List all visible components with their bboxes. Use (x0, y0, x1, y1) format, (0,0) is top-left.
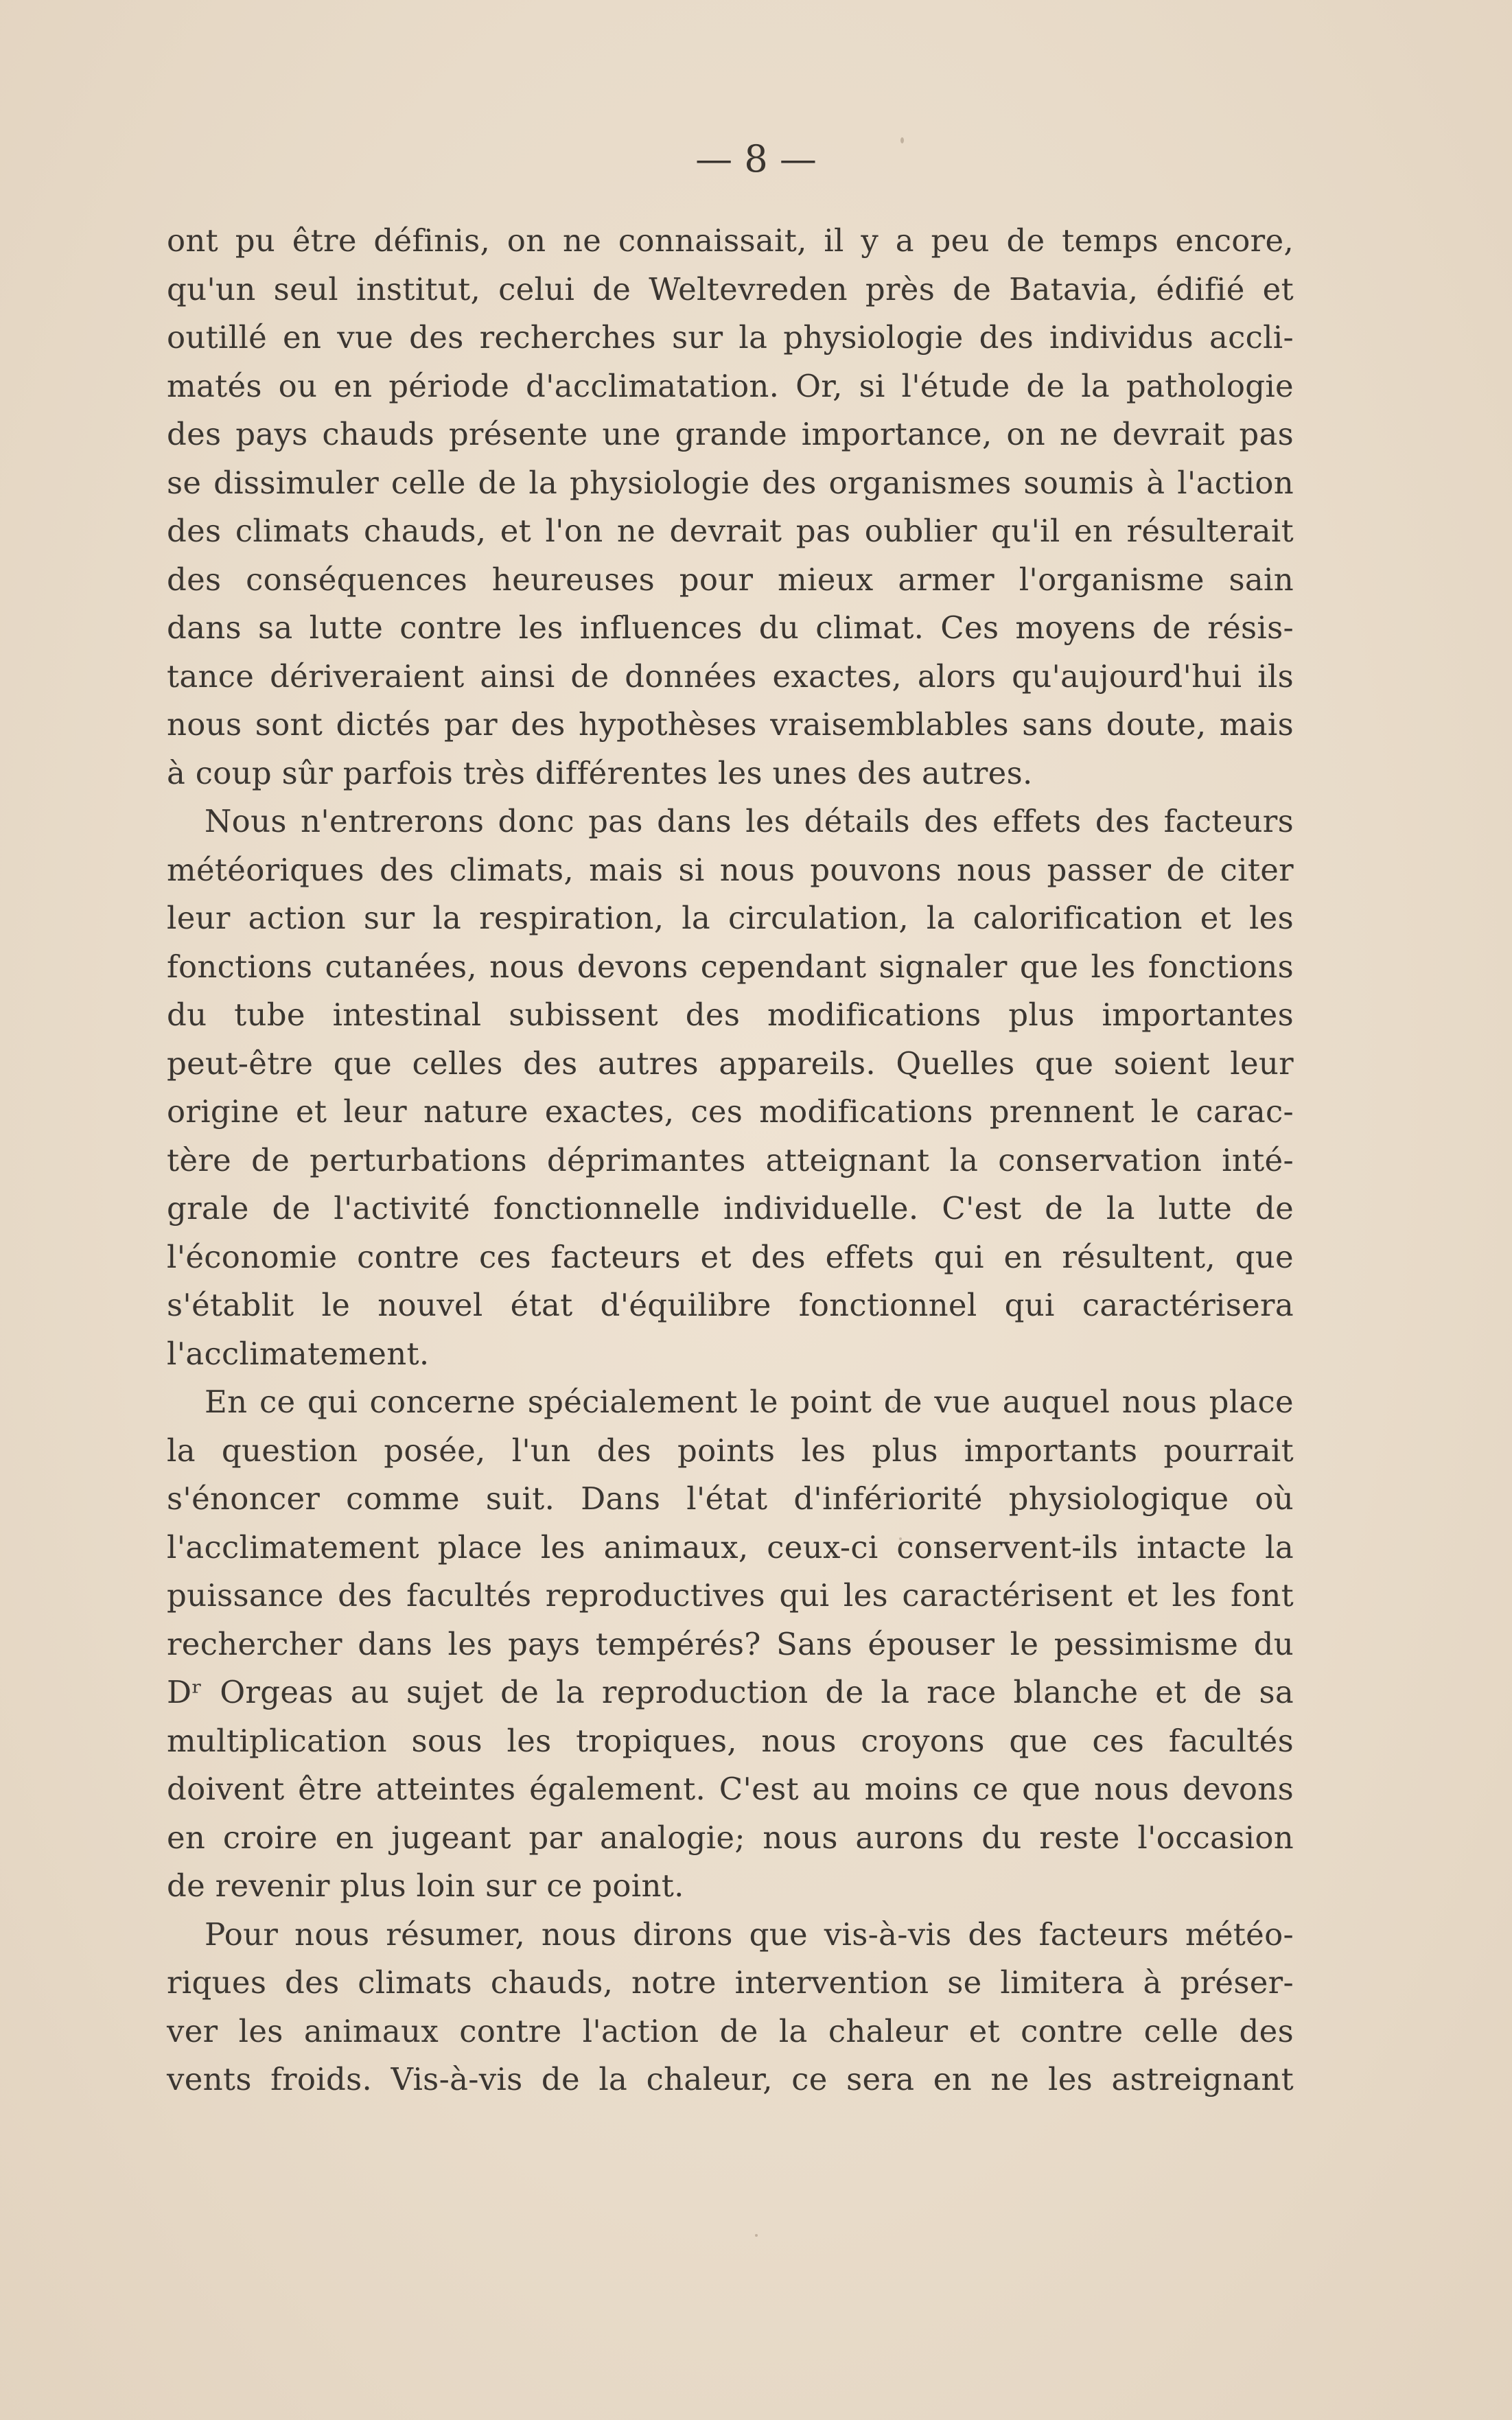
text-line: ont pu être définis, on ne connaissait, il y a peu de temps encore, (167, 222, 1294, 259)
text-line: météoriques des climats, mais si nous pouvons nous passer de citer (167, 851, 1294, 888)
paper-speck (755, 2234, 758, 2237)
text-line: des conséquences heureuses pour mieux armer l'organisme sain (167, 561, 1294, 598)
text-line: du tube intestinal subissent des modifications plus importantes (167, 997, 1294, 1033)
text-line: s'établit le nouvel état d'équilibre fonctionnel qui caractérisera (167, 1287, 1294, 1323)
text-line: nous sont dictés par des hypothèses vraisemblables sans doute, mais (167, 706, 1294, 743)
text-line: En ce qui concerne spécialement le point de vue auquel nous place (205, 1384, 1294, 1420)
text-line: des climats chauds, et l'on ne devrait pas oublier qu'il en résulterait (167, 513, 1294, 549)
text-line: origine et leur nature exactes, ces modifications prennent le carac- (167, 1093, 1294, 1130)
text-line: Dʳ Orgeas au sujet de la reproduction de la race blanche et de sa (167, 1674, 1294, 1710)
text-line: l'acclimatement. (167, 1335, 430, 1372)
text-line: tère de perturbations déprimantes atteignant la conservation inté- (167, 1141, 1294, 1178)
text-line: dans sa lutte contre les influences du climat. Ces moyens de résis- (167, 609, 1294, 646)
text-line: multiplication sous les tropiques, nous croyons que ces facultés (167, 1722, 1294, 1759)
text-line: de revenir plus loin sur ce point. (167, 1868, 684, 1904)
page-number: — 8 — (695, 137, 817, 181)
text-line: rechercher dans les pays tempérés? Sans épouser le pessimisme du (167, 1625, 1294, 1662)
text-line: qu'un seul institut, celui de Weltevreden près de Batavia, édifié et (167, 270, 1294, 307)
text-line: tance dériveraient ainsi de données exactes, alors qu'aujourd'hui ils (167, 658, 1294, 695)
text-line: peut-être que celles des autres appareils. Quelles que soient leur (167, 1045, 1294, 1082)
text-line: doivent être atteintes également. C'est au moins ce que nous devons (167, 1771, 1294, 1807)
text-line: en croire en jugeant par analogie; nous aurons du reste l'occasion (167, 1819, 1294, 1856)
text-line: puissance des facultés reproductives qui les caractérisent et les font (167, 1577, 1294, 1614)
text-line: Pour nous résumer, nous dirons que vis-à-vis des facteurs météo- (205, 1916, 1294, 1953)
text-line: riques des climats chauds, notre intervention se limitera à préser- (167, 1964, 1294, 2001)
text-line: la question posée, l'un des points les plus importants pourrait (167, 1432, 1294, 1469)
text-line: matés ou en période d'acclimatation. Or, si l'étude de la pathologie (167, 367, 1294, 404)
text-line: fonctions cutanées, nous devons cependant signaler que les fonctions (167, 948, 1294, 985)
text-line: Nous n'entrerons donc pas dans les détails des effets des facteurs (205, 803, 1294, 839)
text-line: vents froids. Vis-à-vis de la chaleur, ce sera en ne les astreignant (167, 2061, 1294, 2097)
text-line: l'économie contre ces facteurs et des effets qui en résultent, que (167, 1238, 1294, 1275)
text-line: grale de l'activité fonctionnelle individuelle. C'est de la lutte de (167, 1190, 1294, 1226)
text-line: des pays chauds présente une grande importance, on ne devrait pas (167, 416, 1294, 452)
text-line: se dissimuler celle de la physiologie des organismes soumis à l'action (167, 464, 1294, 501)
text-line: ver les animaux contre l'action de la chaleur et contre celle des (167, 2012, 1294, 2049)
text-line: s'énoncer comme suit. Dans l'état d'infériorité physiologique où (167, 1480, 1294, 1517)
text-line: à coup sûr parfois très différentes les unes des autres. (167, 754, 1033, 791)
body-text (167, 217, 1294, 2104)
text-line: l'acclimatement place les animaux, ceux-ci conservent-ils intacte la (167, 1528, 1294, 1566)
text-line: leur action sur la respiration, la circulation, la calorification et les (167, 900, 1294, 936)
text-line: outillé en vue des recherches sur la physiologie des individus accli- (167, 319, 1294, 356)
